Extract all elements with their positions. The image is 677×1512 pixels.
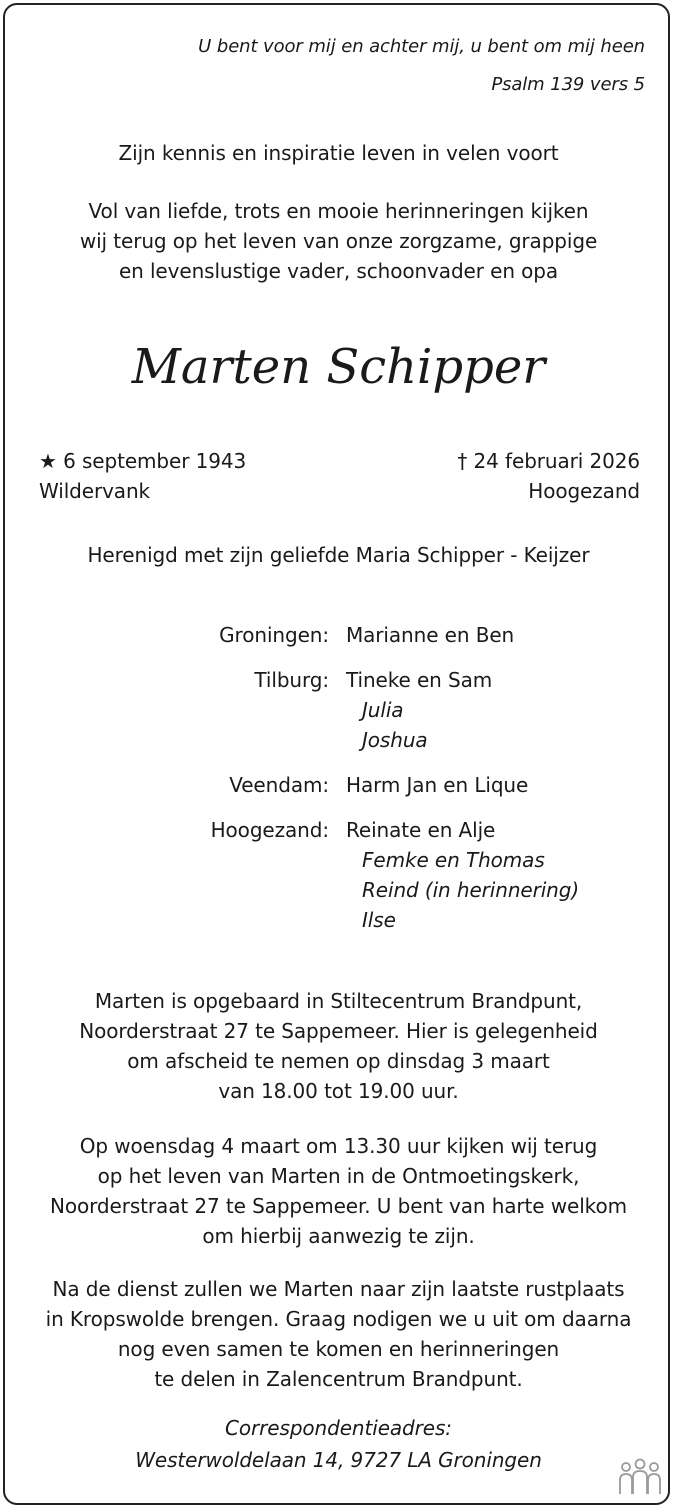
grandchild-name: Joshua <box>362 728 428 752</box>
burial-line: in Kropswolde brengen. Graag nodigen we u uit om daarna <box>45 1307 632 1331</box>
family-names: Marianne en Ben <box>346 623 515 647</box>
service-line: Noorderstraat 27 te Sappemeer. U bent van harte welkom <box>50 1194 627 1218</box>
verse-reference: Psalm 139 vers 5 <box>491 74 645 95</box>
family-names: Tineke en Sam <box>346 668 493 692</box>
death-place: Hoogezand <box>528 479 640 503</box>
correspondence-address: Westerwoldelaan 14, 9727 LA Groningen <box>135 1448 542 1472</box>
correspondence-label: Correspondentieadres: <box>225 1416 452 1440</box>
service-line: om hierbij aanwezig te zijn. <box>202 1224 475 1248</box>
deceased-name: Marten Schipper <box>131 339 546 395</box>
grandchild-name: Ilse <box>362 908 396 932</box>
viewing-line: om afscheid te nemen op dinsdag 3 maart <box>127 1049 550 1073</box>
service-line: op het leven van Marten in de Ontmoetingskerk, <box>97 1164 580 1188</box>
grandchild-name: Femke en Thomas <box>362 848 545 872</box>
burial-line: Na de dienst zullen we Marten naar zijn laatste rustplaats <box>52 1277 625 1301</box>
grandchild-name: Reind (in herinnering) <box>362 878 580 902</box>
birth-date: ★ 6 september 1943 <box>39 449 247 473</box>
reunited-line: Herenigd met zijn geliefde Maria Schipper - Keijzer <box>87 543 590 567</box>
viewing-line: Noorderstraat 27 te Sappemeer. Hier is gelegenheid <box>79 1019 598 1043</box>
intro-paragraph-line: Vol van liefde, trots en mooie herinneringen kijken <box>88 199 589 223</box>
service-line: Op woensdag 4 maart om 13.30 uur kijken wij terug <box>79 1134 598 1158</box>
family-names: Reinate en Alje <box>346 818 496 842</box>
burial-line: te delen in Zalencentrum Brandpunt. <box>154 1367 523 1391</box>
grandchild-name: Julia <box>362 698 404 722</box>
family-place: Groningen: <box>219 623 329 647</box>
viewing-line: Marten is opgebaard in Stiltecentrum Brandpunt, <box>94 989 583 1013</box>
family-place: Veendam: <box>229 773 329 797</box>
family-place: Tilburg: <box>254 668 329 692</box>
verse-text: U bent voor mij en achter mij, u bent om mij heen <box>198 36 645 57</box>
death-date: † 24 februari 2026 <box>457 449 640 473</box>
family-people-icon <box>617 1458 663 1498</box>
intro-paragraph-line: en levenslustige vader, schoonvader en opa <box>118 259 559 283</box>
family-place: Hoogezand: <box>210 818 329 842</box>
family-names: Harm Jan en Lique <box>346 773 529 797</box>
viewing-line: van 18.00 tot 19.00 uur. <box>218 1079 459 1103</box>
birth-place: Wildervank <box>39 479 151 503</box>
intro-line: Zijn kennis en inspiratie leven in velen voort <box>118 141 559 165</box>
intro-paragraph-line: wij terug op het leven van onze zorgzame, grappige <box>79 229 598 253</box>
burial-line: nog even samen te komen en herinneringen <box>117 1337 560 1361</box>
